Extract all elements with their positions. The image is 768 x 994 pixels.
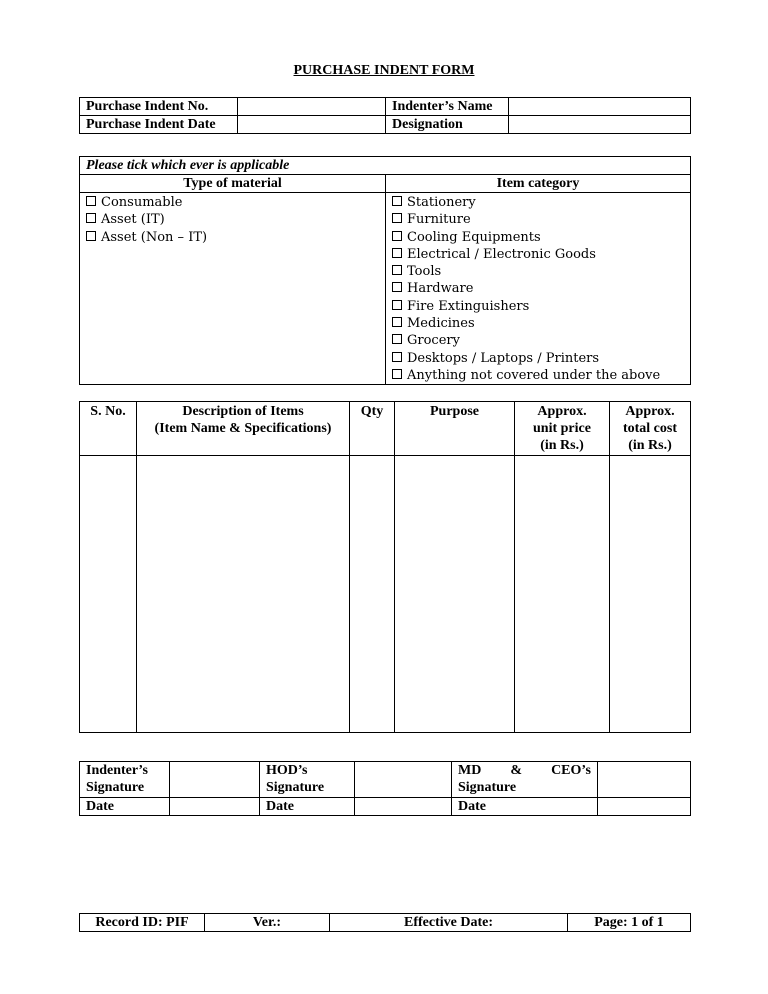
- md-ceo-date-label: Date: [452, 798, 598, 816]
- checkbox-icon[interactable]: [392, 282, 402, 292]
- checkbox-icon[interactable]: [392, 352, 402, 362]
- purpose-header: Purpose: [395, 402, 515, 456]
- qty-header: Qty: [350, 402, 395, 456]
- instruction-text: Please tick which ever is applicable: [80, 157, 691, 175]
- indenter-name-label: Indenter’s Name: [386, 98, 509, 116]
- checkbox-icon[interactable]: [392, 369, 402, 379]
- table-row: [80, 456, 691, 733]
- checkbox-icon[interactable]: [392, 265, 402, 275]
- checkbox-icon[interactable]: [86, 231, 96, 241]
- checkbox-icon[interactable]: [392, 196, 402, 206]
- category-option[interactable]: Fire Extinguishers: [392, 298, 684, 315]
- version-label: Ver.:: [205, 914, 330, 932]
- md-ceo-date-field[interactable]: [598, 798, 691, 816]
- items-table: [79, 401, 691, 733]
- checkbox-icon[interactable]: [392, 317, 402, 327]
- category-options: [386, 193, 691, 385]
- material-option[interactable]: Consumable: [86, 194, 379, 211]
- category-option[interactable]: Hardware: [392, 280, 684, 297]
- material-options: [80, 193, 386, 385]
- category-option[interactable]: Cooling Equipments: [392, 229, 684, 246]
- checkbox-icon[interactable]: [392, 231, 402, 241]
- signatures-table: [79, 761, 691, 816]
- category-option[interactable]: Desktops / Laptops / Printers: [392, 350, 684, 367]
- checkbox-icon[interactable]: [86, 213, 96, 223]
- designation-label: Designation: [386, 116, 509, 134]
- material-type-header: Type of material: [80, 175, 386, 193]
- material-option[interactable]: Asset (Non – IT): [86, 229, 379, 246]
- hod-signature-label: HOD’s Signature: [260, 762, 355, 798]
- indent-no-field[interactable]: [238, 98, 386, 116]
- category-option[interactable]: Grocery: [392, 332, 684, 349]
- md-ceo-signature-field[interactable]: [598, 762, 691, 798]
- hod-signature-field[interactable]: [355, 762, 452, 798]
- md-ceo-signature-label: MD & CEO’s Signature: [452, 762, 598, 798]
- indenter-date-field[interactable]: [170, 798, 260, 816]
- indenter-signature-field[interactable]: [170, 762, 260, 798]
- material-selection-table: [79, 156, 691, 385]
- page-number: Page: 1 of 1: [568, 914, 691, 932]
- indenter-date-label: Date: [80, 798, 170, 816]
- item-category-header: Item category: [386, 175, 691, 193]
- sno-cell[interactable]: [80, 456, 137, 733]
- checkbox-icon[interactable]: [392, 334, 402, 344]
- indent-date-field[interactable]: [238, 116, 386, 134]
- category-option[interactable]: Medicines: [392, 315, 684, 332]
- indent-no-label: Purchase Indent No.: [80, 98, 238, 116]
- category-option[interactable]: Electrical / Electronic Goods: [392, 246, 684, 263]
- description-header: Description of Items (Item Name & Specifications): [137, 402, 350, 456]
- checkbox-icon[interactable]: [392, 248, 402, 258]
- footer-table: [79, 913, 691, 932]
- checkbox-icon[interactable]: [392, 300, 402, 310]
- checkbox-icon[interactable]: [392, 213, 402, 223]
- designation-field[interactable]: [509, 116, 691, 134]
- purpose-cell[interactable]: [395, 456, 515, 733]
- qty-cell[interactable]: [350, 456, 395, 733]
- indent-date-label: Purchase Indent Date: [80, 116, 238, 134]
- header-info-table: [79, 97, 691, 134]
- sno-header: S. No.: [80, 402, 137, 456]
- category-option[interactable]: Furniture: [392, 211, 684, 228]
- record-id: Record ID: PIF: [80, 914, 205, 932]
- form-title: PURCHASE INDENT FORM: [293, 63, 475, 78]
- unit-price-header: Approx. unit price (in Rs.): [515, 402, 610, 456]
- checkbox-icon[interactable]: [86, 196, 96, 206]
- indenter-name-field[interactable]: [509, 98, 691, 116]
- total-cost-header: Approx. total cost (in Rs.): [610, 402, 691, 456]
- unit-price-cell[interactable]: [515, 456, 610, 733]
- total-cost-cell[interactable]: [610, 456, 691, 733]
- category-option[interactable]: Anything not covered under the above: [392, 367, 684, 384]
- hod-date-label: Date: [260, 798, 355, 816]
- hod-date-field[interactable]: [355, 798, 452, 816]
- category-option[interactable]: Tools: [392, 263, 684, 280]
- effective-date-label: Effective Date:: [330, 914, 568, 932]
- description-cell[interactable]: [137, 456, 350, 733]
- indenter-signature-label: Indenter’s Signature: [80, 762, 170, 798]
- category-option[interactable]: Stationery: [392, 194, 684, 211]
- material-option[interactable]: Asset (IT): [86, 211, 379, 228]
